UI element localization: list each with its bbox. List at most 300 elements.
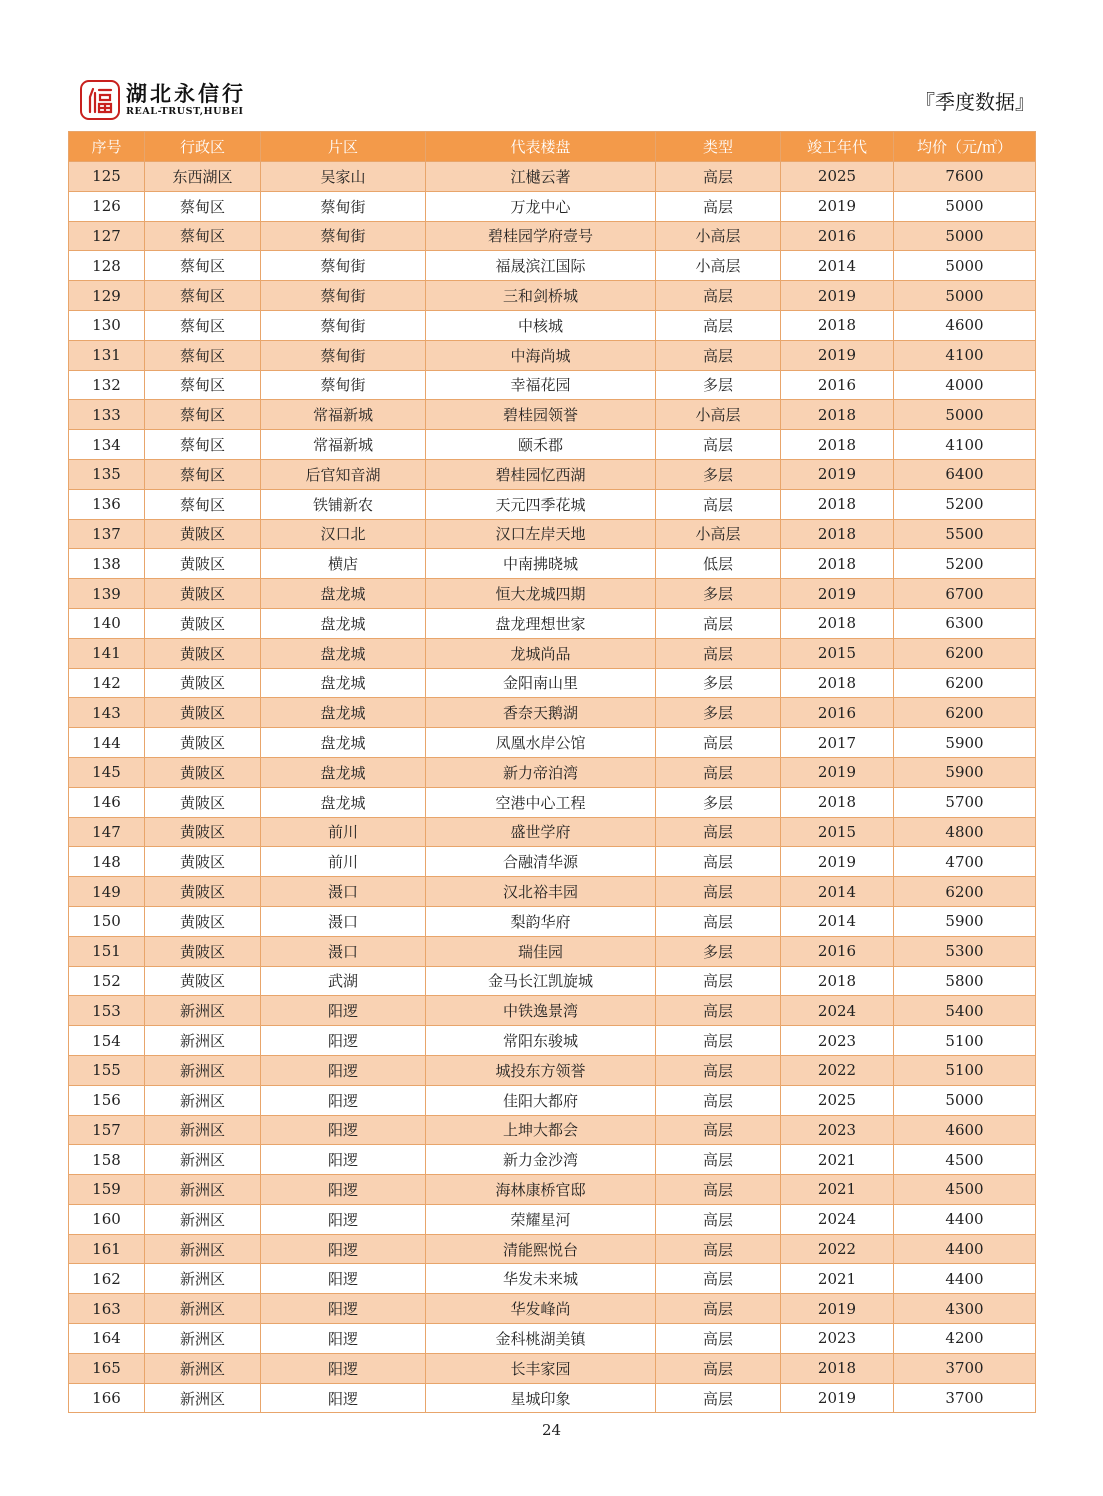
col-district-cell: 黄陂区 [145, 877, 261, 907]
col-index-cell: 147 [69, 817, 145, 847]
col-district-cell: 蔡甸区 [145, 370, 261, 400]
col-completion-year-cell: 2014 [781, 877, 894, 907]
col-avg-price-cell: 5800 [894, 966, 1036, 996]
col-area-cell: 阳逻 [261, 1055, 426, 1085]
col-area-cell: 盘龙城 [261, 728, 426, 758]
col-area-cell: 阳逻 [261, 1294, 426, 1324]
col-project-cell: 幸福花园 [426, 370, 656, 400]
col-type-cell: 高层 [656, 310, 781, 340]
table-row [69, 906, 1036, 936]
col-project-cell: 合融清华源 [426, 847, 656, 877]
col-district-cell: 黄陂区 [145, 668, 261, 698]
col-completion-year-cell: 2018 [781, 310, 894, 340]
col-type-cell: 高层 [656, 1204, 781, 1234]
header-col-district: 行政区 [145, 132, 261, 162]
col-project-cell: 中铁逸景湾 [426, 996, 656, 1026]
table-row [69, 221, 1036, 251]
col-project-cell: 万龙中心 [426, 191, 656, 221]
col-index-cell: 132 [69, 370, 145, 400]
col-type-cell: 低层 [656, 549, 781, 579]
col-avg-price-cell: 5900 [894, 906, 1036, 936]
col-completion-year-cell: 2016 [781, 936, 894, 966]
col-avg-price-cell: 4100 [894, 340, 1036, 370]
col-type-cell: 高层 [656, 1234, 781, 1264]
col-avg-price-cell: 5000 [894, 191, 1036, 221]
col-project-cell: 中海尚城 [426, 340, 656, 370]
col-district-cell: 新洲区 [145, 1264, 261, 1294]
col-district-cell: 黄陂区 [145, 638, 261, 668]
col-index-cell: 148 [69, 847, 145, 877]
col-district-cell: 新洲区 [145, 996, 261, 1026]
col-project-cell: 福晟滨江国际 [426, 251, 656, 281]
table-row [69, 996, 1036, 1026]
col-avg-price-cell: 4600 [894, 310, 1036, 340]
col-project-cell: 常阳东骏城 [426, 1026, 656, 1056]
col-area-cell: 盘龙城 [261, 638, 426, 668]
col-completion-year-cell: 2019 [781, 847, 894, 877]
col-type-cell: 多层 [656, 668, 781, 698]
col-district-cell: 黄陂区 [145, 906, 261, 936]
col-index-cell: 128 [69, 251, 145, 281]
col-avg-price-cell: 4700 [894, 847, 1036, 877]
page-number: 24 [541, 1421, 562, 1439]
col-district-cell: 黄陂区 [145, 847, 261, 877]
col-completion-year-cell: 2024 [781, 996, 894, 1026]
col-avg-price-cell: 5500 [894, 519, 1036, 549]
col-index-cell: 138 [69, 549, 145, 579]
col-completion-year-cell: 2019 [781, 757, 894, 787]
col-avg-price-cell: 5100 [894, 1055, 1036, 1085]
col-type-cell: 高层 [656, 638, 781, 668]
col-index-cell: 125 [69, 162, 145, 192]
col-completion-year-cell: 2018 [781, 519, 894, 549]
col-district-cell: 蔡甸区 [145, 489, 261, 519]
col-index-cell: 157 [69, 1115, 145, 1145]
col-completion-year-cell: 2021 [781, 1175, 894, 1205]
col-type-cell: 多层 [656, 579, 781, 609]
col-area-cell: 阳逻 [261, 1085, 426, 1115]
col-avg-price-cell: 5700 [894, 787, 1036, 817]
col-type-cell: 高层 [656, 906, 781, 936]
col-type-cell: 高层 [656, 489, 781, 519]
col-type-cell: 多层 [656, 698, 781, 728]
col-project-cell: 清能熙悦台 [426, 1234, 656, 1264]
col-avg-price-cell: 4200 [894, 1324, 1036, 1354]
col-completion-year-cell: 2019 [781, 281, 894, 311]
col-completion-year-cell: 2018 [781, 430, 894, 460]
col-index-cell: 129 [69, 281, 145, 311]
col-completion-year-cell: 2018 [781, 668, 894, 698]
table-row [69, 1175, 1036, 1205]
col-area-cell: 吴家山 [261, 162, 426, 192]
col-district-cell: 东西湖区 [145, 162, 261, 192]
col-project-cell: 空港中心工程 [426, 787, 656, 817]
col-project-cell: 城投东方领誉 [426, 1055, 656, 1085]
col-district-cell: 黄陂区 [145, 936, 261, 966]
col-avg-price-cell: 5400 [894, 996, 1036, 1026]
col-index-cell: 140 [69, 608, 145, 638]
col-district-cell: 蔡甸区 [145, 281, 261, 311]
logo-english-name: REAL-TRUST,HUBEI [126, 106, 244, 117]
col-completion-year-cell: 2017 [781, 728, 894, 758]
table-row [69, 966, 1036, 996]
col-area-cell: 武湖 [261, 966, 426, 996]
col-project-cell: 星城印象 [426, 1383, 656, 1413]
col-project-cell: 金科桃湖美镇 [426, 1324, 656, 1354]
logo-chinese-name: 湖北永信行 [126, 82, 246, 106]
col-project-cell: 汉口左岸天地 [426, 519, 656, 549]
header-col-index: 序号 [69, 132, 145, 162]
table-row [69, 1026, 1036, 1056]
col-index-cell: 126 [69, 191, 145, 221]
col-avg-price-cell: 6200 [894, 638, 1036, 668]
col-type-cell: 小高层 [656, 519, 781, 549]
col-completion-year-cell: 2015 [781, 638, 894, 668]
col-avg-price-cell: 4800 [894, 817, 1036, 847]
table-row [69, 877, 1036, 907]
col-index-cell: 135 [69, 459, 145, 489]
col-project-cell: 三和剑桥城 [426, 281, 656, 311]
col-type-cell: 高层 [656, 1264, 781, 1294]
col-area-cell: 蔡甸街 [261, 340, 426, 370]
col-type-cell: 高层 [656, 1115, 781, 1145]
col-completion-year-cell: 2022 [781, 1234, 894, 1264]
col-project-cell: 金阳南山里 [426, 668, 656, 698]
col-completion-year-cell: 2019 [781, 1294, 894, 1324]
col-completion-year-cell: 2018 [781, 400, 894, 430]
col-index-cell: 149 [69, 877, 145, 907]
col-district-cell: 新洲区 [145, 1234, 261, 1264]
col-avg-price-cell: 5000 [894, 251, 1036, 281]
col-area-cell: 铁铺新农 [261, 489, 426, 519]
table-row [69, 459, 1036, 489]
col-index-cell: 150 [69, 906, 145, 936]
table-row [69, 1264, 1036, 1294]
col-type-cell: 高层 [656, 996, 781, 1026]
table-header-row [69, 132, 1036, 162]
col-index-cell: 159 [69, 1175, 145, 1205]
company-logo [80, 80, 246, 120]
col-type-cell: 多层 [656, 459, 781, 489]
col-completion-year-cell: 2021 [781, 1145, 894, 1175]
col-completion-year-cell: 2018 [781, 787, 894, 817]
col-project-cell: 盘龙理想世家 [426, 608, 656, 638]
col-area-cell: 阳逻 [261, 1145, 426, 1175]
col-avg-price-cell: 6200 [894, 698, 1036, 728]
table-row [69, 579, 1036, 609]
col-area-cell: 阳逻 [261, 1324, 426, 1354]
col-completion-year-cell: 2023 [781, 1324, 894, 1354]
col-completion-year-cell: 2023 [781, 1026, 894, 1056]
col-area-cell: 滠口 [261, 906, 426, 936]
col-district-cell: 黄陂区 [145, 579, 261, 609]
col-area-cell: 阳逻 [261, 1204, 426, 1234]
col-project-cell: 盛世学府 [426, 817, 656, 847]
col-type-cell: 高层 [656, 191, 781, 221]
col-type-cell: 高层 [656, 817, 781, 847]
col-district-cell: 新洲区 [145, 1353, 261, 1383]
table-row [69, 370, 1036, 400]
col-avg-price-cell: 5000 [894, 400, 1036, 430]
col-district-cell: 黄陂区 [145, 549, 261, 579]
col-completion-year-cell: 2018 [781, 966, 894, 996]
col-completion-year-cell: 2022 [781, 1055, 894, 1085]
col-avg-price-cell: 5200 [894, 489, 1036, 519]
col-project-cell: 佳阳大都府 [426, 1085, 656, 1115]
table-row [69, 162, 1036, 192]
col-area-cell: 盘龙城 [261, 668, 426, 698]
col-type-cell: 多层 [656, 370, 781, 400]
col-completion-year-cell: 2024 [781, 1204, 894, 1234]
col-area-cell: 蔡甸街 [261, 191, 426, 221]
col-type-cell: 高层 [656, 430, 781, 460]
table-row [69, 1383, 1036, 1413]
col-completion-year-cell: 2014 [781, 906, 894, 936]
col-project-cell: 中核城 [426, 310, 656, 340]
table-row [69, 430, 1036, 460]
col-index-cell: 146 [69, 787, 145, 817]
col-avg-price-cell: 3700 [894, 1383, 1036, 1413]
col-district-cell: 蔡甸区 [145, 400, 261, 430]
table-row [69, 1324, 1036, 1354]
col-type-cell: 高层 [656, 608, 781, 638]
col-area-cell: 前川 [261, 847, 426, 877]
col-index-cell: 141 [69, 638, 145, 668]
col-avg-price-cell: 3700 [894, 1353, 1036, 1383]
col-type-cell: 高层 [656, 966, 781, 996]
col-type-cell: 高层 [656, 877, 781, 907]
col-district-cell: 黄陂区 [145, 519, 261, 549]
col-type-cell: 高层 [656, 757, 781, 787]
col-project-cell: 金马长江凯旋城 [426, 966, 656, 996]
col-district-cell: 蔡甸区 [145, 251, 261, 281]
col-avg-price-cell: 5900 [894, 728, 1036, 758]
table-body [69, 162, 1036, 1413]
col-type-cell: 高层 [656, 1175, 781, 1205]
table-row [69, 549, 1036, 579]
col-project-cell: 上坤大都会 [426, 1115, 656, 1145]
col-index-cell: 155 [69, 1055, 145, 1085]
col-completion-year-cell: 2019 [781, 579, 894, 609]
table-row [69, 787, 1036, 817]
col-index-cell: 156 [69, 1085, 145, 1115]
col-completion-year-cell: 2014 [781, 251, 894, 281]
col-avg-price-cell: 4400 [894, 1264, 1036, 1294]
col-completion-year-cell: 2016 [781, 698, 894, 728]
col-area-cell: 盘龙城 [261, 787, 426, 817]
col-area-cell: 盘龙城 [261, 608, 426, 638]
col-avg-price-cell: 4500 [894, 1145, 1036, 1175]
col-index-cell: 130 [69, 310, 145, 340]
col-avg-price-cell: 6200 [894, 668, 1036, 698]
col-project-cell: 龙城尚品 [426, 638, 656, 668]
table-row [69, 519, 1036, 549]
table-row [69, 281, 1036, 311]
col-project-cell: 碧桂园学府壹号 [426, 221, 656, 251]
col-index-cell: 160 [69, 1204, 145, 1234]
col-avg-price-cell: 4000 [894, 370, 1036, 400]
col-type-cell: 高层 [656, 1324, 781, 1354]
table-row [69, 1145, 1036, 1175]
col-district-cell: 蔡甸区 [145, 430, 261, 460]
col-area-cell: 阳逻 [261, 1026, 426, 1056]
section-title: 『季度数据』 [915, 90, 1035, 114]
col-project-cell: 长丰家园 [426, 1353, 656, 1383]
col-project-cell: 碧桂园领誉 [426, 400, 656, 430]
table-row [69, 698, 1036, 728]
col-type-cell: 高层 [656, 1294, 781, 1324]
col-completion-year-cell: 2018 [781, 549, 894, 579]
col-avg-price-cell: 4400 [894, 1204, 1036, 1234]
col-project-cell: 中南拂晓城 [426, 549, 656, 579]
col-project-cell: 凤凰水岸公馆 [426, 728, 656, 758]
col-area-cell: 常福新城 [261, 400, 426, 430]
table-row [69, 728, 1036, 758]
col-district-cell: 新洲区 [145, 1115, 261, 1145]
col-avg-price-cell: 5100 [894, 1026, 1036, 1056]
col-index-cell: 143 [69, 698, 145, 728]
col-index-cell: 151 [69, 936, 145, 966]
col-district-cell: 新洲区 [145, 1204, 261, 1234]
col-completion-year-cell: 2019 [781, 459, 894, 489]
col-type-cell: 高层 [656, 728, 781, 758]
col-area-cell: 滠口 [261, 936, 426, 966]
col-project-cell: 华发峰尚 [426, 1294, 656, 1324]
property-price-table [68, 131, 1036, 1413]
col-avg-price-cell: 5200 [894, 549, 1036, 579]
col-area-cell: 阳逻 [261, 996, 426, 1026]
col-project-cell: 新力金沙湾 [426, 1145, 656, 1175]
col-completion-year-cell: 2025 [781, 162, 894, 192]
col-district-cell: 蔡甸区 [145, 310, 261, 340]
col-avg-price-cell: 4100 [894, 430, 1036, 460]
col-project-cell: 香奈天鹅湖 [426, 698, 656, 728]
col-district-cell: 黄陂区 [145, 817, 261, 847]
col-area-cell: 后官知音湖 [261, 459, 426, 489]
col-project-cell: 瑞佳园 [426, 936, 656, 966]
table-row [69, 1115, 1036, 1145]
col-type-cell: 高层 [656, 1383, 781, 1413]
header-col-project: 代表楼盘 [426, 132, 656, 162]
col-type-cell: 高层 [656, 1145, 781, 1175]
table-row [69, 191, 1036, 221]
col-index-cell: 136 [69, 489, 145, 519]
col-index-cell: 162 [69, 1264, 145, 1294]
table-row [69, 817, 1036, 847]
col-index-cell: 144 [69, 728, 145, 758]
col-type-cell: 高层 [656, 340, 781, 370]
col-completion-year-cell: 2016 [781, 221, 894, 251]
table-row [69, 1204, 1036, 1234]
col-type-cell: 多层 [656, 936, 781, 966]
col-type-cell: 高层 [656, 847, 781, 877]
col-district-cell: 蔡甸区 [145, 459, 261, 489]
header-col-type: 类型 [656, 132, 781, 162]
col-district-cell: 新洲区 [145, 1026, 261, 1056]
col-completion-year-cell: 2015 [781, 817, 894, 847]
col-district-cell: 黄陂区 [145, 698, 261, 728]
col-avg-price-cell: 4600 [894, 1115, 1036, 1145]
col-completion-year-cell: 2018 [781, 489, 894, 519]
col-index-cell: 164 [69, 1324, 145, 1354]
col-index-cell: 133 [69, 400, 145, 430]
col-district-cell: 蔡甸区 [145, 221, 261, 251]
col-district-cell: 黄陂区 [145, 728, 261, 758]
col-area-cell: 蔡甸街 [261, 370, 426, 400]
col-project-cell: 荣耀星河 [426, 1204, 656, 1234]
col-district-cell: 新洲区 [145, 1055, 261, 1085]
col-district-cell: 黄陂区 [145, 787, 261, 817]
col-index-cell: 152 [69, 966, 145, 996]
col-index-cell: 153 [69, 996, 145, 1026]
col-project-cell: 梨韵华府 [426, 906, 656, 936]
col-avg-price-cell: 4500 [894, 1175, 1036, 1205]
col-area-cell: 盘龙城 [261, 698, 426, 728]
col-area-cell: 滠口 [261, 877, 426, 907]
table-row [69, 310, 1036, 340]
table-row [69, 936, 1036, 966]
col-area-cell: 阳逻 [261, 1234, 426, 1264]
col-index-cell: 139 [69, 579, 145, 609]
col-area-cell: 阳逻 [261, 1175, 426, 1205]
col-avg-price-cell: 5300 [894, 936, 1036, 966]
col-completion-year-cell: 2021 [781, 1264, 894, 1294]
col-area-cell: 阳逻 [261, 1353, 426, 1383]
col-avg-price-cell: 6700 [894, 579, 1036, 609]
col-type-cell: 小高层 [656, 400, 781, 430]
table-row [69, 1353, 1036, 1383]
page-header [68, 76, 1035, 124]
col-project-cell: 华发未来城 [426, 1264, 656, 1294]
col-district-cell: 黄陂区 [145, 608, 261, 638]
col-district-cell: 蔡甸区 [145, 191, 261, 221]
col-area-cell: 蔡甸街 [261, 251, 426, 281]
col-index-cell: 134 [69, 430, 145, 460]
table-row [69, 1294, 1036, 1324]
col-completion-year-cell: 2016 [781, 370, 894, 400]
table-row [69, 757, 1036, 787]
col-index-cell: 165 [69, 1353, 145, 1383]
col-district-cell: 新洲区 [145, 1145, 261, 1175]
col-area-cell: 阳逻 [261, 1383, 426, 1413]
col-index-cell: 166 [69, 1383, 145, 1413]
col-completion-year-cell: 2025 [781, 1085, 894, 1115]
col-district-cell: 蔡甸区 [145, 340, 261, 370]
col-type-cell: 高层 [656, 1055, 781, 1085]
col-area-cell: 盘龙城 [261, 757, 426, 787]
table-row [69, 608, 1036, 638]
col-avg-price-cell: 7600 [894, 162, 1036, 192]
col-area-cell: 蔡甸街 [261, 310, 426, 340]
col-completion-year-cell: 2018 [781, 608, 894, 638]
col-project-cell: 碧桂园忆西湖 [426, 459, 656, 489]
col-area-cell: 阳逻 [261, 1115, 426, 1145]
col-type-cell: 高层 [656, 1353, 781, 1383]
col-index-cell: 145 [69, 757, 145, 787]
col-district-cell: 新洲区 [145, 1383, 261, 1413]
col-index-cell: 154 [69, 1026, 145, 1056]
col-avg-price-cell: 6200 [894, 877, 1036, 907]
col-area-cell: 汉口北 [261, 519, 426, 549]
table-row [69, 1055, 1036, 1085]
col-type-cell: 高层 [656, 162, 781, 192]
col-district-cell: 黄陂区 [145, 757, 261, 787]
col-index-cell: 137 [69, 519, 145, 549]
col-district-cell: 新洲区 [145, 1175, 261, 1205]
table-row [69, 638, 1036, 668]
col-index-cell: 131 [69, 340, 145, 370]
table-row [69, 1085, 1036, 1115]
